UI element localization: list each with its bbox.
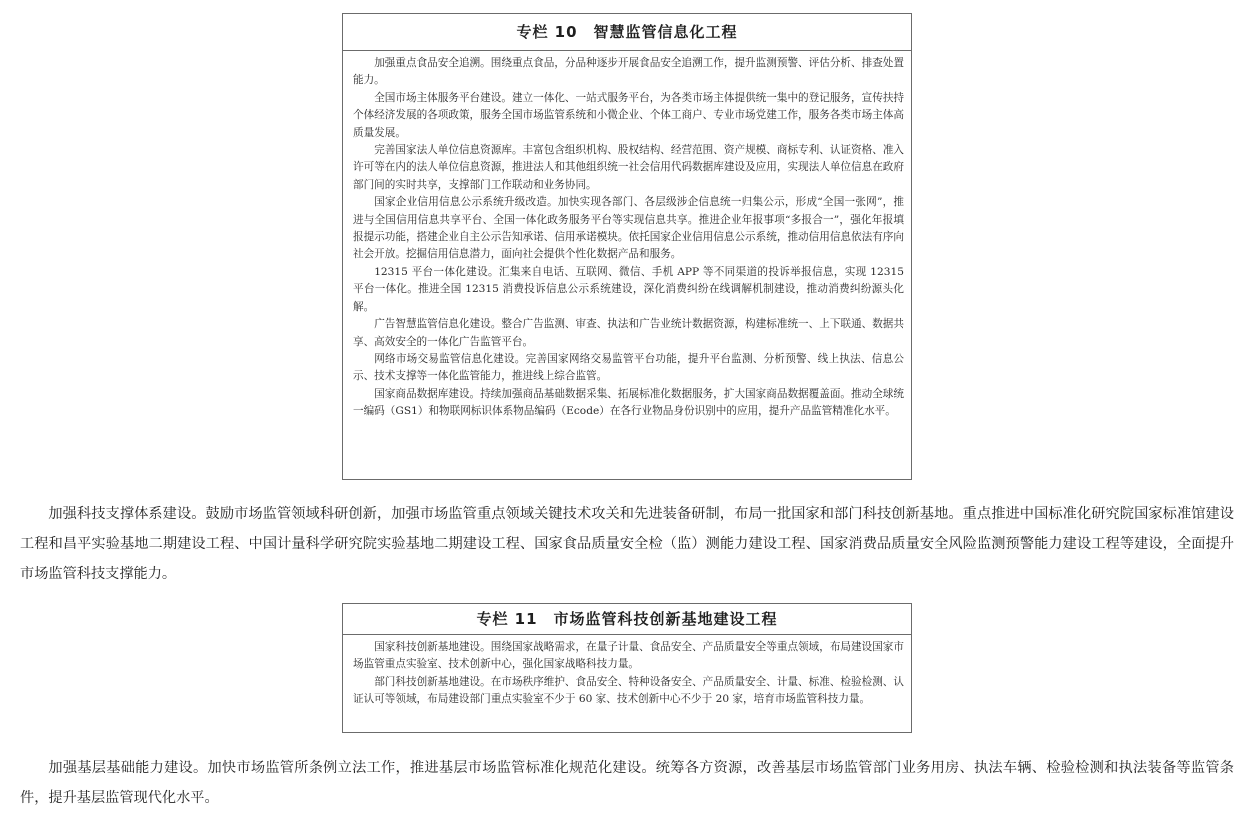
box1-item-text: 加快实现各部门、各层级涉企信息统一归集公示，形成“全国一张网”，推进与全国信用信息共享平台、全国一体化政务服务平台等实现信息共享。推进企业年报事项“多报合一”，强化年报填报提示功能，搭建企业自主公示告知承诺、信用承诺模块。依托国家企业信用信息公示系统，推动信用信息依法有序向社会开放。挖掘信用信息潜力，面向社会提供个性化数据产品和服务。: [353, 196, 904, 261]
box1-item-12315-platform: [353, 264, 904, 316]
box1-item-lead: 全国市场主体服务平台建设。: [374, 91, 512, 104]
box1-item-advertising-supervision: [353, 316, 904, 351]
body-paragraph-grassroots-capacity: 加强基层基础能力建设。加快市场监管所条例立法工作，推进基层市场监管标准化规范化建设。统筹各方资源，改善基层市场监管部门业务用房、执法车辆、检验检测和执法装备等监管条件，提升基层监管现代化水平。: [20, 760, 1234, 806]
box1-item-text: 建立一体化、一站式服务平台，为各类市场主体提供统一集中的登记服务，宣传扶持个体经济发展的各项政策，服务全国市场监管系统和小微企业、个体工商户、专业市场党建工作，服务各类市场主体高质量发展。: [353, 91, 905, 139]
box1-item-online-trade-supervision: [353, 351, 904, 386]
box1-item-text: 整合广告监测、审查、执法和广告业统计数据资源，构建标准统一、上下联通、数据共享、高效安全的一体化广告监管平台。: [353, 318, 904, 348]
column-box-11-title: 专栏 11 市场监管科技创新基地建设工程: [343, 604, 911, 635]
column-box-11-body: [343, 635, 911, 709]
box2-item-lead: 部门科技创新基地建设。: [374, 675, 491, 688]
box1-item-lead: 完善国家法人单位信息资源库。: [374, 144, 523, 157]
box1-item-lead: 加强重点食品安全追溯。: [374, 57, 491, 69]
box1-item-text: 丰富包含组织机构、股权结构、经营范围、资产规模、商标专利、认证资格、准入许可等在内的法人单位信息资源，推进法人和其他组织统一社会信用代码数据库建设及应用，实现法人单位信息在政府部门间的实时共享，支撑部门工作联动和业务协同。: [353, 144, 905, 191]
box1-item-text: 完善国家网络交易监管平台功能，提升平台监测、分析预警、线上执法、信息公示、技术支撑等一体化监管能力，推进线上综合监管。: [353, 352, 904, 383]
box1-item-legal-entity-database: [353, 142, 904, 194]
box1-item-lead: 广告智慧监管信息化建设。: [374, 318, 502, 331]
box2-item-department-innovation-base: [353, 674, 904, 709]
box1-item-lead: 网络市场交易监管信息化建设。: [374, 352, 526, 365]
box1-item-credit-system-upgrade: [353, 194, 904, 264]
box1-item-commodity-database: [353, 386, 904, 421]
box2-item-text: 围绕国家战略需求，在量子计量、食品安全、产品质量安全等重点领域，布局建设国家市场监管重点实验室、技术创新中心，强化国家战略科技力量。: [353, 641, 904, 671]
box1-item-lead: 12315 平台一体化建设。: [374, 265, 499, 278]
box2-item-national-innovation-base: [353, 639, 904, 674]
box1-item-food-traceability: [353, 55, 904, 90]
column-box-10-body: [343, 51, 911, 421]
box1-item-text: 汇集来自电话、互联网、微信、手机 APP 等不同渠道的投诉举报信息，实现 12315 平台一体化。推进全国 12315 消费投诉信息公示系统建设，深化消费纠纷在线调解机制建设，推动消费纠纷源头化解。: [353, 265, 904, 313]
column-box-10: [342, 13, 912, 480]
box2-item-lead: 国家科技创新基地建设。: [374, 641, 491, 653]
body-paragraph-tech-support: 加强科技支撑体系建设。鼓励市场监管领域科研创新，加强市场监管重点领域关键技术攻关和先进装备研制，布局一批国家和部门科技创新基地。重点推进中国标准化研究院国家标准馆建设工程和昌平实验基地二期建设工程、中国计量科学研究院实验基地二期建设工程、国家食品质量安全检（监）测能力建设工程、国家消费品质量安全风险监测预警能力建设工程等建设，全面提升市场监管科技支撑能力。: [20, 506, 1234, 582]
box1-item-lead: 国家商品数据库建设。: [374, 387, 481, 400]
box1-item-text: 持续加强商品基础数据采集、拓展标准化数据服务，扩大国家商品数据覆盖面。推动全球统一编码（GS1）和物联网标识体系物品编码（Ecode）在各行业物品身份识别中的应用，提升产品监管精准化水平。: [353, 387, 905, 418]
box1-item-text: 围绕重点食品，分品种逐步开展食品安全追溯工作，提升监测预警、评估分析、排查处置能力。: [353, 57, 904, 87]
box1-item-lead: 国家企业信用信息公示系统升级改造。: [374, 196, 558, 209]
box2-item-text: 在市场秩序维护、食品安全、特种设备安全、产品质量安全、计量、标准、检验检测、认证认可等领域，布局建设部门重点实验室不少于 60 家、技术创新中心不少于 20 家，培育市场监管科技力量。: [353, 675, 904, 706]
box1-item-market-entity-platform: [353, 90, 904, 142]
column-box-10-title: 专栏 10 智慧监管信息化工程: [343, 14, 911, 51]
column-box-11: [342, 603, 912, 733]
